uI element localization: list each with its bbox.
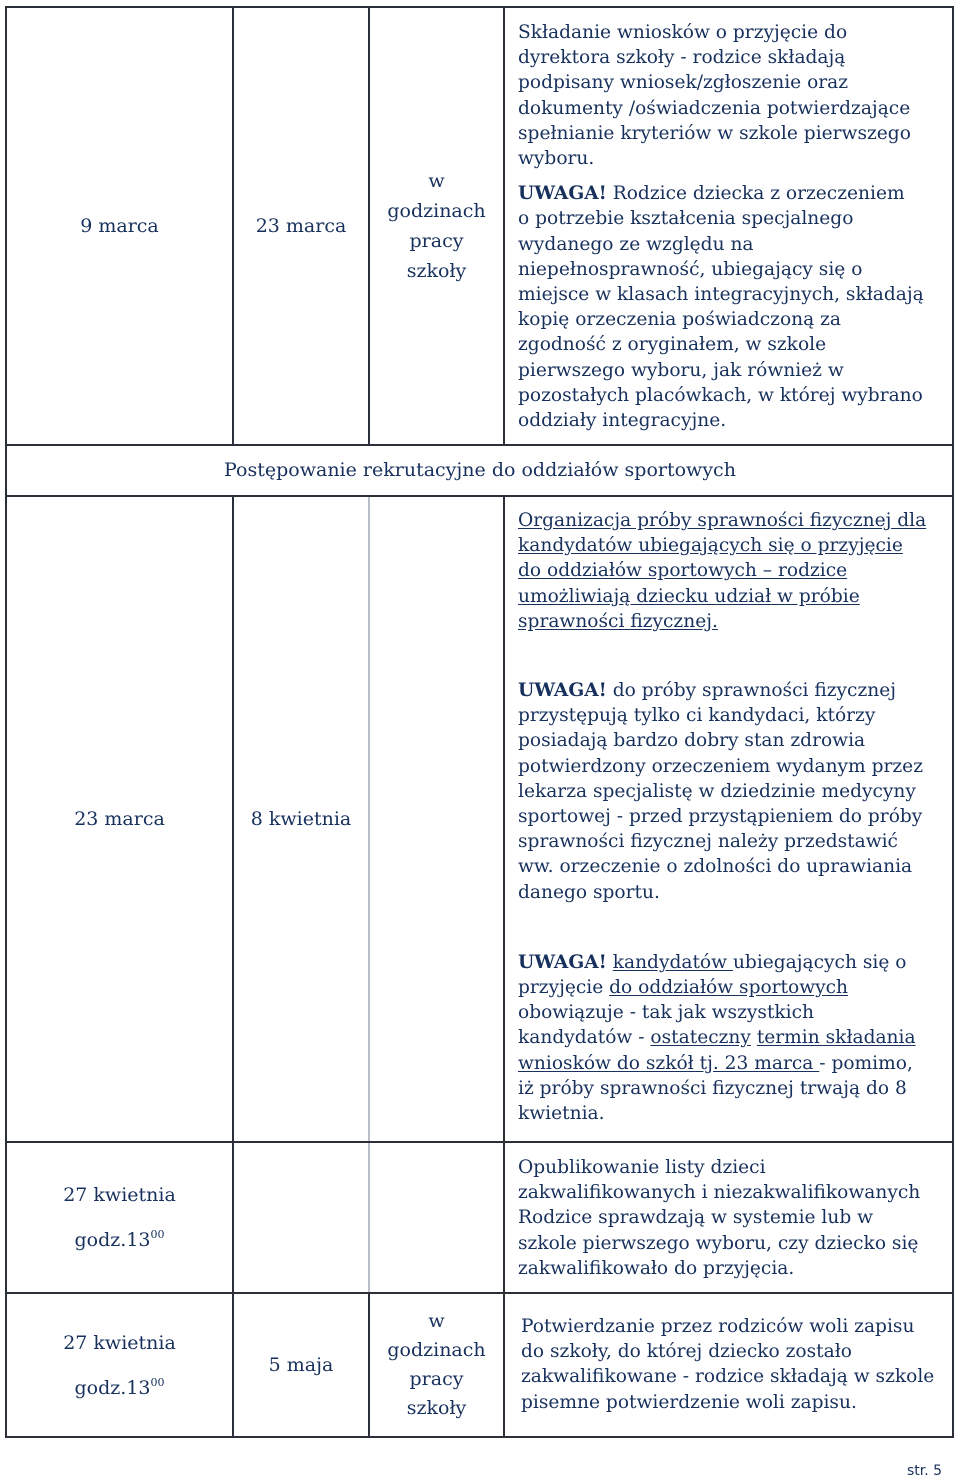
desc-line: wyboru.	[518, 148, 595, 170]
row4-end-date: 5 maja	[268, 1353, 334, 1376]
desc-line: Składanie wniosków o przyjęcie do	[518, 22, 848, 43]
row1-description	[518, 20, 924, 433]
row4-start-date-cell	[7, 1294, 232, 1436]
row1-end-date-cell	[234, 8, 368, 444]
desc-line: kandydatów ubiegających się o przyjęcie	[518, 535, 903, 557]
desc-line: ww. orzeczenie o zdolności do uprawiania	[518, 856, 913, 878]
desc-line: do oddziałów sportowych – rodzice	[518, 560, 848, 582]
row4-description	[521, 1314, 934, 1415]
desc-line: do szkoły, do której dziecko zostało	[521, 1341, 852, 1363]
desc-line: UWAGA! kandydatów ubiegających się o	[518, 951, 907, 973]
section-title: Postępowanie rekrutacyjne do oddziałów sportowych	[224, 459, 736, 481]
desc-line: umożliwiają dziecku udział w próbie	[518, 585, 860, 607]
row2-end-date-cell	[234, 497, 368, 1141]
desc-line: o potrzebie kształcenia specjalnego	[518, 208, 854, 230]
desc-line: kopię orzeczenia poświadczoną za	[518, 309, 841, 331]
uwaga-label: UWAGA!	[518, 183, 607, 205]
row1-time-cell	[370, 8, 503, 444]
col-divider	[503, 1141, 505, 1294]
col-divider	[503, 6, 505, 446]
time-line: pracy	[409, 1368, 464, 1390]
time-line: godzinach	[387, 1339, 486, 1361]
table-border-right	[952, 6, 954, 1438]
desc-line: zakwalifikowało do przyjęcia.	[518, 1257, 795, 1279]
desc-line: wniosków do szkół tj. 23 marca - pomimo,	[518, 1052, 913, 1074]
desc-line: przystępują tylko ci kandydaci, którzy	[518, 705, 876, 727]
time-line: w	[428, 170, 445, 192]
desc-line: obowiązuje - tak jak wszystkich	[518, 1002, 815, 1024]
row4-end-date-cell	[234, 1294, 368, 1436]
row2-end-date: 8 kwietnia	[250, 807, 352, 830]
desc-line: pozostałych placówkach, w której wybrano	[518, 384, 923, 406]
desc-line: lekarza specjalistę w dziedzinie medycyny	[518, 780, 916, 802]
col-divider	[232, 1141, 234, 1294]
row2-description	[518, 508, 926, 1126]
uwaga-label: UWAGA!	[518, 680, 607, 702]
row1-end-date: 23 marca	[255, 214, 347, 237]
table-border-bottom	[5, 1436, 954, 1438]
desc-line: dyrektora szkoły - rodzice składają	[518, 47, 846, 69]
desc-line: UWAGA! do próby sprawności fizycznej	[518, 680, 897, 702]
row3-start-date: 27 kwietnia	[63, 1184, 176, 1206]
desc-line: niepełnosprawność, ubiegający się o	[518, 258, 863, 280]
col-divider	[503, 495, 505, 1143]
time-line: godzinach	[387, 200, 486, 222]
desc-line: Opublikowanie listy dzieci	[518, 1157, 766, 1178]
desc-line: oddziały integracyjne.	[518, 410, 727, 432]
desc-line: danego sportu.	[518, 881, 660, 903]
desc-line: spełnianie kryteriów w szkole pierwszego	[518, 122, 911, 144]
desc-line: zakwalifikowanych i niezakwalifikowanych	[518, 1182, 921, 1204]
desc-line: potwierdzony orzeczeniem wydanym przez	[518, 755, 923, 777]
desc-line: miejsce w klasach integracyjnych, składają	[518, 284, 924, 306]
desc-line: pisemne potwierdzenie woli zapisu.	[521, 1391, 857, 1413]
row2-start-date: 23 marca	[74, 807, 165, 830]
row2-start-date-cell	[7, 497, 232, 1141]
time-line: szkoły	[406, 260, 467, 282]
desc-line: zgodność z oryginałem, w szkole	[518, 334, 827, 356]
desc-line: pierwszego wyboru, jak również w	[518, 359, 844, 381]
row3-start-time: $godz.13^{00}$	[74, 1228, 165, 1251]
desc-line: sprawności fizycznej.	[518, 610, 718, 632]
row1-start-date-cell	[7, 8, 232, 444]
row4-start-date: 27 kwietnia	[63, 1331, 176, 1354]
row3-start-date-cell	[7, 1143, 232, 1292]
row4-start-time: $godz.13^{00}$	[74, 1375, 165, 1399]
time-line: pracy	[409, 230, 464, 252]
page-number: str. 5	[906, 1463, 942, 1479]
desc-line: zakwalifikowane - rodzice składają w szkole	[521, 1366, 935, 1388]
desc-line: dokumenty /oświadczenia potwierdzające	[518, 97, 911, 119]
desc-line: kwietnia.	[518, 1103, 605, 1125]
row3-description	[518, 1155, 920, 1281]
col-divider	[503, 1292, 505, 1438]
desc-line: wydanego ze względu na	[518, 233, 754, 255]
row1-start-date: 9 marca	[80, 214, 159, 237]
desc-line: iż próby sprawności fizycznej trwają do 8	[518, 1077, 907, 1099]
desc-line: kandydatów - ostateczny termin składania	[518, 1027, 916, 1049]
desc-line: sportowej - przed przystąpieniem do próby	[518, 806, 923, 828]
time-line: w	[428, 1310, 445, 1332]
desc-line: Organizacja próby sprawności fizycznej dla	[518, 510, 927, 531]
desc-line: Rodzice sprawdzają w systemie lub w	[518, 1207, 874, 1229]
row4-time-cell	[370, 1294, 503, 1436]
uwaga-label: UWAGA!	[518, 951, 607, 973]
desc-line: Potwierdzanie przez rodziców woli zapisu	[521, 1316, 915, 1337]
desc-line: podpisany wniosek/zgłoszenie oraz	[518, 72, 849, 94]
col-divider-light	[368, 497, 370, 1141]
desc-line: szkole pierwszego wyboru, czy dziecko się	[518, 1232, 919, 1254]
col-divider-light	[368, 1143, 370, 1292]
time-line: szkoły	[406, 1397, 467, 1419]
desc-line: posiadają bardzo dobry stan zdrowia	[518, 730, 866, 752]
desc-line: UWAGA! Rodzice dziecka z orzeczeniem	[518, 183, 905, 205]
desc-line: przyjęcie do oddziałów sportowych	[518, 977, 849, 999]
desc-line: sprawności fizycznej należy przedstawić	[518, 831, 898, 853]
